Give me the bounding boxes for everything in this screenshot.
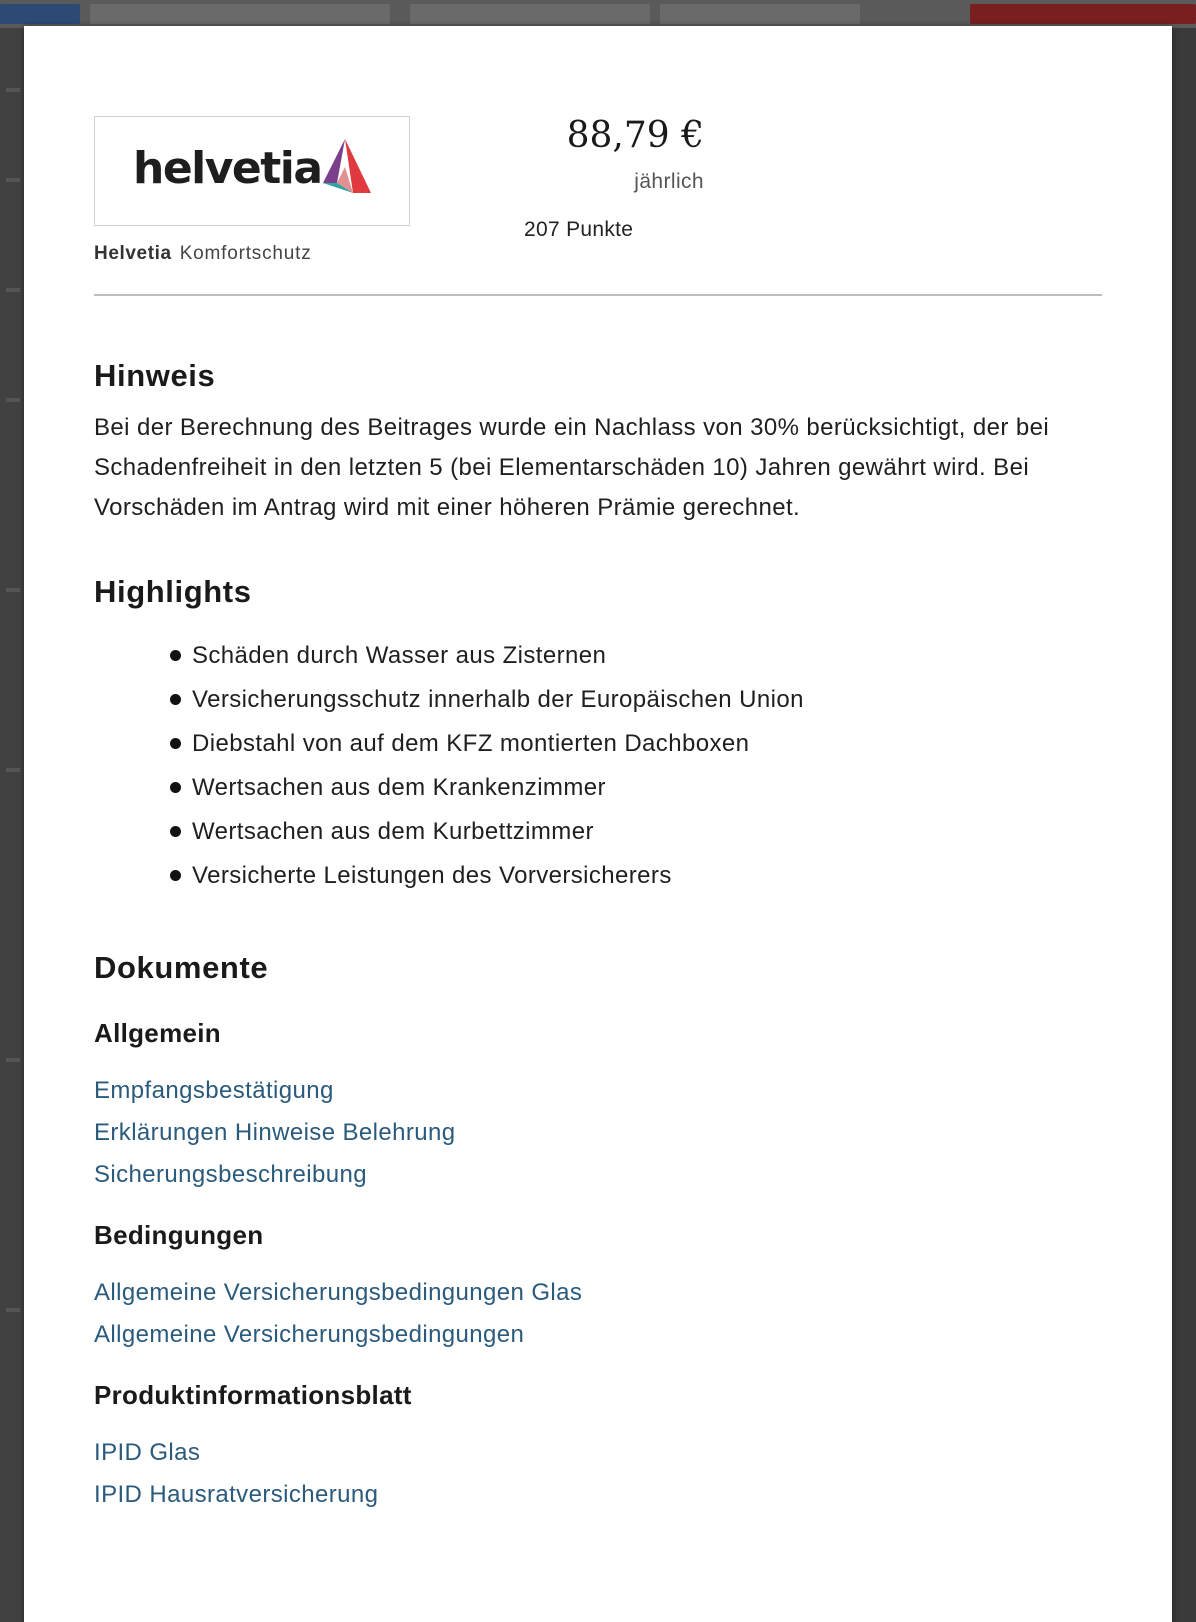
document-link-avb[interactable]: Allgemeine Versicherungsbedingungen	[94, 1321, 525, 1348]
background-sidebar-mark	[6, 178, 20, 182]
documents-group-title: Allgemein	[94, 1018, 221, 1048]
product-name: Komfortschutz	[179, 243, 312, 264]
documents-group-title: Bedingungen	[94, 1220, 264, 1250]
highlight-text: Wertsachen aus dem Kurbettzimmer	[192, 818, 594, 845]
offer-details-content	[94, 356, 1102, 1516]
background-sidebar-mark	[6, 288, 20, 292]
document-link-empfangsbestaetigung[interactable]: Empfangsbestätigung	[94, 1077, 334, 1104]
provider-logo	[94, 116, 410, 226]
background-sidebar-mark	[6, 398, 20, 402]
highlights-heading: Highlights	[94, 574, 252, 609]
header-divider	[94, 294, 1102, 296]
hint-text: Bei der Berechnung des Beitrages wurde ein Nachlass von 30% berücksichtigt, der bei Schadenfreiheit in den letzten 5 (bei Elementarschäden 10) Jahren gewährt wird. Bei Vorschäden im Antrag wird mit einer höheren Prämie gerechnet.	[94, 414, 1050, 521]
highlight-text: Wertsachen aus dem Krankenzimmer	[192, 774, 606, 801]
bullet-icon	[170, 738, 181, 749]
document-link-ipid-hausrat[interactable]: IPID Hausratversicherung	[94, 1481, 379, 1508]
document-link-avb-glas[interactable]: Allgemeine Versicherungsbedingungen Glas	[94, 1279, 583, 1306]
document-links	[94, 1070, 1102, 1196]
provider-product-line	[94, 242, 312, 266]
highlight-text: Schäden durch Wasser aus Zisternen	[192, 642, 607, 669]
documents-group-conditions	[94, 1218, 1102, 1356]
list-item	[170, 854, 1102, 898]
background-sidebar-mark	[6, 88, 20, 92]
document-links	[94, 1272, 1102, 1356]
helvetia-triangle-icon	[317, 137, 373, 195]
list-item	[170, 810, 1102, 854]
documents-group-general	[94, 1016, 1102, 1196]
document-link-sicherungsbeschreibung[interactable]: Sicherungsbeschreibung	[94, 1161, 367, 1188]
bullet-icon	[170, 782, 181, 793]
logo-wordmark: helvetia	[133, 143, 322, 194]
document-links	[94, 1432, 1102, 1516]
list-item	[170, 766, 1102, 810]
background-sidebar	[0, 28, 24, 1622]
background-toolbar-segment	[0, 4, 80, 24]
bullet-icon	[170, 826, 181, 837]
highlights-list	[94, 634, 1102, 898]
background-toolbar	[0, 0, 1196, 28]
background-toolbar-segment	[410, 4, 650, 24]
highlight-text: Diebstahl von auf dem KFZ montierten Dachboxen	[192, 730, 750, 757]
documents-heading: Dokumente	[94, 950, 269, 985]
list-item	[170, 722, 1102, 766]
background-toolbar-segment	[90, 4, 390, 24]
price-value: 88,79 €	[566, 115, 704, 156]
highlight-text: Versicherungsschutz innerhalb der Europäischen Union	[192, 686, 804, 713]
payment-period: jährlich	[634, 170, 704, 193]
document-link-ipid-glas[interactable]: IPID Glas	[94, 1439, 201, 1466]
list-item	[170, 634, 1102, 678]
provider-name: Helvetia	[94, 243, 172, 264]
background-toolbar-segment	[970, 4, 1196, 24]
offer-details-modal	[24, 26, 1172, 1622]
bullet-icon	[170, 870, 181, 881]
hint-heading: Hinweis	[94, 358, 216, 393]
document-link-erklaerungen[interactable]: Erklärungen Hinweise Belehrung	[94, 1119, 456, 1146]
background-sidebar-mark	[6, 588, 20, 592]
highlight-text: Versicherte Leistungen des Vorversicherers	[192, 862, 672, 889]
list-item	[170, 678, 1102, 722]
background-sidebar-mark	[6, 768, 20, 772]
bullet-icon	[170, 650, 181, 661]
documents-group-title: Produktinformationsblatt	[94, 1380, 412, 1410]
background-right-edge	[1172, 28, 1196, 1622]
background-toolbar-segment	[660, 4, 860, 24]
background-sidebar-mark	[6, 1308, 20, 1312]
documents-group-product-info	[94, 1378, 1102, 1516]
bullet-icon	[170, 694, 181, 705]
background-sidebar-mark	[6, 1058, 20, 1062]
rating-points: 207 Punkte	[524, 218, 634, 241]
